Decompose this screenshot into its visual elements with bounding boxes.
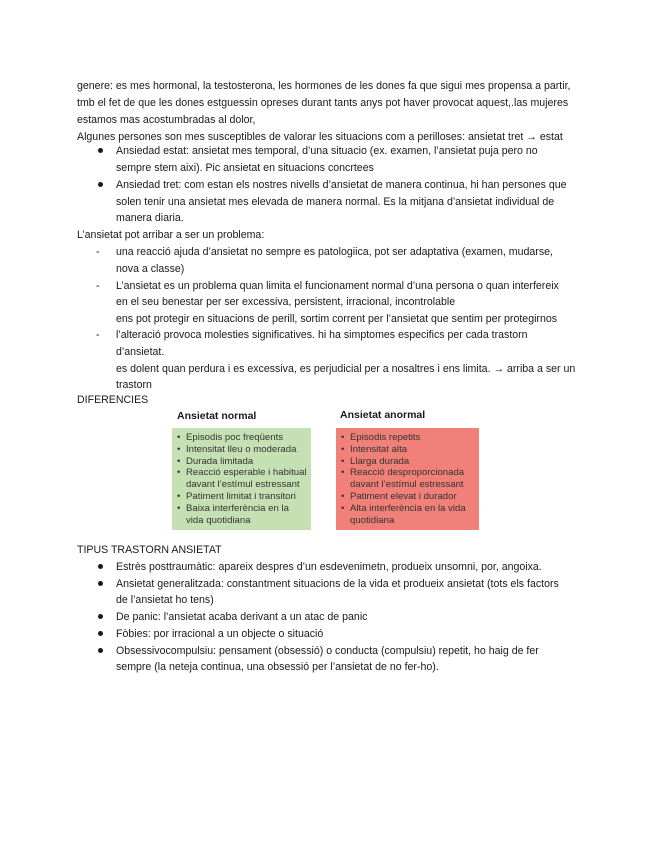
bullet-icon (98, 581, 103, 586)
state-anxiety-line-1: Ansiedad estat: ansietat mes temporal, d’una situacio (ex. examen, l’ansietat puja pero no (116, 145, 538, 157)
trait-anxiety-line-1: Ansiedad tret: com estan els nostres nivells d’ansietat de manera continua, hi han persones que (116, 179, 567, 191)
problem-item-1-line-2: nova a classe) (116, 263, 185, 275)
bullet-icon: • (177, 432, 181, 443)
bullet-icon (98, 182, 103, 187)
intro-line-1: genere: es mes hormonal, la testosterona, les hormones de les dones fa que sigui mes propensa a partir, (77, 80, 571, 92)
bullet-icon (98, 614, 103, 619)
normal-anxiety-item (177, 467, 307, 491)
problem-item-2-line-2: en el seu benestar per ser excessiva, persistent, irracional, incontrolable (116, 296, 456, 308)
abnormal-anxiety-item-text: Episodis repetits (350, 432, 421, 443)
normal-anxiety-box (172, 428, 311, 530)
normal-anxiety-list (177, 432, 307, 526)
disorder-generalized-line-1: Ansietat generalitzada: constantment situacions de la vida et produeix ansietat (tots els factors (116, 578, 559, 590)
bullet-icon: • (341, 443, 345, 455)
problem-item-3-line-3: es dolent quan perdura i es excessiva, es perjudicial per a nosaltres i ens limita. → arriba a ser un (116, 363, 576, 375)
abnormal-anxiety-list (341, 432, 475, 526)
disorders-heading: TIPUS TRASTORN ANSIETAT (77, 544, 222, 556)
normal-anxiety-item-text: Durada limitada (186, 455, 254, 467)
state-anxiety-line-2: sempre stem aixi). Pic ansietat en situacions concrtees (116, 162, 374, 174)
disorder-ocd-line-2: sempre (la neteja continua, una obsessió per l’ansietat de no fer-ho). (116, 661, 439, 673)
normal-anxiety-item-text: Patiment limitat i transitori (186, 490, 296, 502)
normal-anxiety-item (177, 503, 307, 527)
problem-item-2-line-3: ens pot protegir en situacions de perill, sortim corrent per l’ansietat que sentim per protegirnos (116, 313, 558, 325)
normal-anxiety-title: Ansietat normal (177, 410, 257, 422)
bullet-icon: • (177, 502, 181, 514)
bullet-icon: • (177, 443, 181, 455)
problem-item-3-line-1: l’alteració provoca molesties significatives. hi ha simptomes especifics per cada trastorn (116, 329, 528, 341)
normal-anxiety-item-text: Intensitat lleu o moderada (186, 443, 297, 455)
normal-anxiety-item (177, 456, 307, 468)
bullet-icon (98, 564, 103, 569)
normal-anxiety-item (177, 444, 307, 456)
bullet-icon (98, 148, 103, 153)
dash-icon: - (96, 246, 100, 258)
bullet-icon: • (341, 467, 345, 479)
bullet-icon (98, 648, 103, 653)
dash-icon: - (96, 329, 100, 341)
bullet-icon: • (341, 455, 345, 467)
abnormal-anxiety-item (341, 432, 475, 444)
problem-item-3-line-4: trastorn (116, 379, 152, 391)
abnormal-anxiety-item-text: Intensitat alta (350, 443, 408, 455)
disorder-ocd-line-1: Obsessivocompulsiu: pensament (obsessió) o conducta (compulsiu) repetit, ho haig de fer (116, 645, 539, 657)
disorder-generalized-line-2: de l’ansietat ho tens) (116, 594, 214, 606)
abnormal-anxiety-item (341, 503, 475, 527)
problem-item-2-line-1: L’ansietat es un problema quan limita el funcionament normal d’una persona o quan interfereix (116, 280, 559, 292)
abnormal-anxiety-item (341, 491, 475, 503)
bullet-icon: • (341, 502, 345, 514)
abnormal-anxiety-item-text: Llarga durada (350, 455, 410, 467)
normal-anxiety-item-text: Reacció esperable i habitual davant l’estímul estressant (186, 467, 307, 491)
bullet-icon: • (341, 490, 345, 502)
normal-anxiety-item (177, 491, 307, 503)
susceptible-line: Algunes persones son mes susceptibles de valorar les situacions com a perilloses: ansietat tret → estat (77, 131, 563, 143)
abnormal-anxiety-title: Ansietat anormal (340, 409, 426, 421)
abnormal-anxiety-item (341, 467, 475, 491)
abnormal-anxiety-item-text: Patiment elevat i durador (350, 490, 457, 502)
intro-line-3: estamos mas acostumbradas al dolor, (77, 114, 256, 126)
trait-anxiety-line-3: manera diaria. (116, 212, 184, 224)
trait-anxiety-line-2: solen tenir una ansietat mes elevada de manera normal. Es la mitjana d’ansietat individual de (116, 196, 555, 208)
dash-icon: - (96, 280, 100, 292)
bullet-icon: • (177, 455, 181, 467)
disorder-panic-line-1: De panic: l’ansietat acaba derivant a un atac de panic (116, 611, 368, 623)
abnormal-anxiety-item (341, 444, 475, 456)
problem-heading: L’ansietat pot arribar a ser un problema: (77, 229, 265, 241)
bullet-icon: • (177, 467, 181, 479)
disorder-phobias-line-1: Fòbies: por irracional a un objecte o situació (116, 628, 324, 640)
abnormal-anxiety-box (336, 428, 479, 530)
problem-item-3-line-2: d’ansietat. (116, 346, 165, 358)
disorder-ptsd-line-1: Estrès posttraumàtic: apareix despres d’un esdevenimetn, produeix unsomni, por, angoixa. (116, 561, 542, 573)
bullet-icon: • (177, 490, 181, 502)
abnormal-anxiety-item-text: Reacció desproporcionada davant l’estímul estressant (350, 467, 465, 491)
intro-line-2: tmb el fet de que les dones estguessin opreses durant tants anys pot haver provocat aquest,.las mujeres (77, 97, 569, 109)
normal-anxiety-item-text: Baixa interferència en la vida quotidiana (186, 502, 289, 526)
problem-item-1-line-1: una reacció ajuda d’ansietat no sempre es patologiica, pot ser adaptativa (examen, mudarse, (116, 246, 553, 258)
normal-anxiety-item-text: Episodis poc freqüents (186, 432, 284, 443)
normal-anxiety-item (177, 432, 307, 444)
bullet-icon (98, 631, 103, 636)
bullet-icon: • (341, 432, 345, 443)
abnormal-anxiety-item (341, 456, 475, 468)
abnormal-anxiety-item-text: Alta interferència en la vida quotidiana (350, 502, 466, 526)
differences-heading: DIFERENCIES (77, 394, 149, 406)
